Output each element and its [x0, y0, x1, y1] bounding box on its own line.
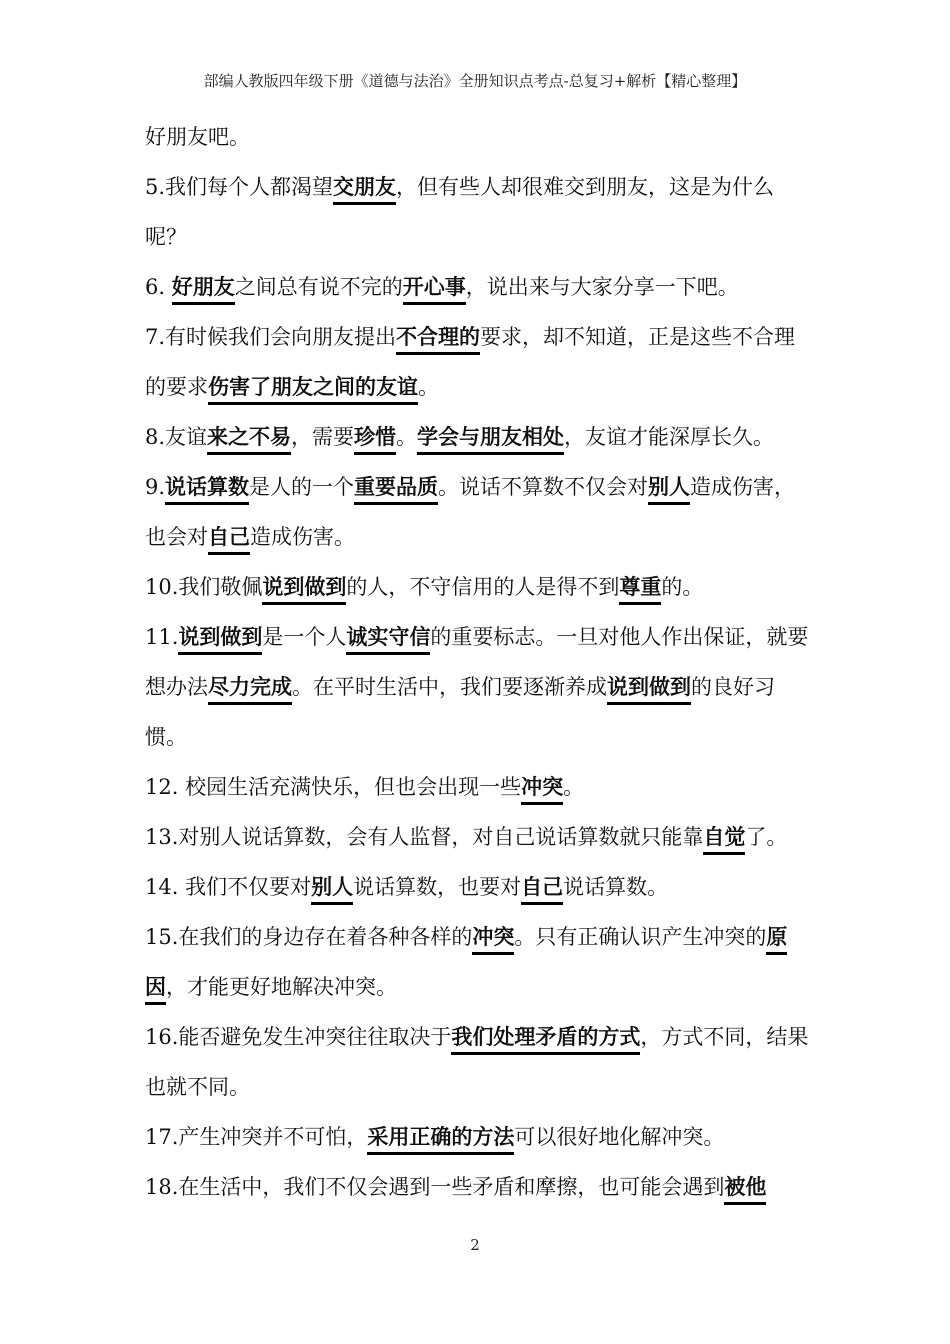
- text-run: 5.我们每个人都渴望: [145, 175, 334, 199]
- key-term: 采用正确的方法: [367, 1125, 514, 1155]
- text-run: ，但有些人却很难交到朋友，这是为什么呢？: [145, 175, 775, 249]
- key-term: 我们处理矛盾的方式: [451, 1025, 640, 1055]
- paragraph: [145, 812, 815, 862]
- document-body: [145, 112, 815, 1212]
- text-run: 。在平时生活中，我们要逐渐养成: [292, 675, 607, 699]
- paragraph: [145, 162, 815, 262]
- text-run: 。: [418, 375, 439, 399]
- text-run: 10.我们敬佩: [145, 575, 263, 599]
- key-term: 诚实守信: [346, 625, 430, 655]
- key-term: 冲突: [472, 925, 514, 955]
- text-run: 之间总有说不完的: [234, 275, 403, 299]
- text-run: 。: [396, 425, 418, 449]
- key-term: 交朋友: [333, 175, 396, 205]
- key-term: 冲突: [521, 775, 563, 805]
- key-term: 开心事: [403, 275, 466, 305]
- text-run: 12. 校园生活充满快乐，但也会出现一些: [145, 775, 522, 799]
- text-run: 可以很好地化解冲突。: [514, 1125, 725, 1149]
- text-run: 的良好习惯。: [145, 675, 775, 749]
- key-term: 尊重: [619, 575, 661, 605]
- text-run: 14. 我们不仅要对: [145, 875, 312, 899]
- key-term: 尽力完成: [208, 675, 292, 705]
- paragraph: [145, 1112, 815, 1162]
- key-term: 重要品质: [354, 475, 438, 505]
- text-run: 是人的一个: [249, 475, 355, 499]
- paragraph: [145, 612, 815, 762]
- text-run: 是一个人: [262, 625, 347, 649]
- key-term: 珍惜: [354, 425, 396, 455]
- text-run: 的重要标志。一旦对他人作出保证，就要想办法: [145, 625, 809, 699]
- text-run: 好朋友吧。: [145, 125, 250, 149]
- text-run: 17.产生冲突并不可怕，: [145, 1125, 368, 1149]
- text-run: 13.对别人说话算数，会有人监督，对自己说话算数就只能靠: [145, 825, 704, 849]
- paragraph: [145, 412, 815, 462]
- text-run: 。: [563, 775, 585, 799]
- key-term: 学会与朋友相处: [417, 425, 564, 455]
- paragraph: [145, 1162, 815, 1212]
- text-run: ，需要: [291, 425, 355, 449]
- text-run: ，友谊才能深厚长久。: [564, 425, 775, 449]
- text-run: 11.: [145, 625, 179, 649]
- key-term: 别人: [648, 475, 690, 505]
- text-run: 。说话不算数不仅会对: [438, 475, 649, 499]
- key-term: 说到做到: [607, 675, 691, 705]
- key-term: 被他: [724, 1175, 766, 1205]
- paragraph: [145, 112, 815, 162]
- text-run: 16.能否避免发生冲突往往取决于: [145, 1025, 452, 1049]
- text-run: 6.: [145, 275, 172, 299]
- paragraph: [145, 1012, 815, 1112]
- page-number: 2: [470, 1236, 480, 1254]
- key-term: 说话算数: [165, 475, 249, 505]
- paragraph: [145, 562, 815, 612]
- key-term: 伤害了朋友之间的友谊: [208, 375, 418, 405]
- text-run: 要求，却不知道，正是这些不合理的要求: [145, 325, 796, 399]
- text-run: 说话算数，也要对: [353, 875, 522, 899]
- text-run: 7.有时候我们会向朋友提出: [145, 325, 397, 349]
- key-term: 不合理的: [396, 325, 480, 355]
- text-run: 造成伤害。: [250, 525, 355, 549]
- paragraph: [145, 912, 815, 1012]
- text-run: 了。: [745, 825, 788, 849]
- paragraph: [145, 762, 815, 812]
- text-run: 。只有正确认识产生冲突的: [514, 925, 767, 949]
- text-run: ，说出来与大家分享一下吧。: [465, 275, 739, 299]
- key-term: 自己: [521, 875, 563, 905]
- page-header: 部编人教版四年级下册《道德与法治》全册知识点考点-总复习+解析【精心整理】: [203, 72, 747, 90]
- key-term: 别人: [311, 875, 353, 905]
- key-term: 自己: [208, 525, 250, 555]
- key-term: 好朋友: [172, 275, 235, 305]
- paragraph: [145, 312, 815, 412]
- paragraph: [145, 862, 815, 912]
- text-run: 造成伤害，也会对: [145, 475, 796, 549]
- text-run: 15.在我们的身边存在着各种各样的: [145, 925, 473, 949]
- text-run: 的人，不守信用的人是得不到: [346, 575, 620, 599]
- text-run: ，才能更好地解决冲突。: [166, 975, 397, 999]
- text-run: ，方式不同，结果也就不同。: [145, 1025, 809, 1099]
- text-run: 说话算数。: [563, 875, 669, 899]
- paragraph: [145, 462, 815, 562]
- key-term: 自觉: [703, 825, 745, 855]
- key-term: 原因: [145, 925, 787, 1005]
- key-term: 说到做到: [262, 575, 346, 605]
- text-run: 的。: [661, 575, 704, 599]
- text-run: 8.友谊: [145, 425, 208, 449]
- paragraph: [145, 262, 815, 312]
- key-term: 来之不易: [207, 425, 291, 455]
- key-term: 说到做到: [178, 625, 262, 655]
- text-run: 18.在生活中，我们不仅会遇到一些矛盾和摩擦，也可能会遇到: [145, 1175, 725, 1199]
- text-run: 9.: [145, 475, 166, 499]
